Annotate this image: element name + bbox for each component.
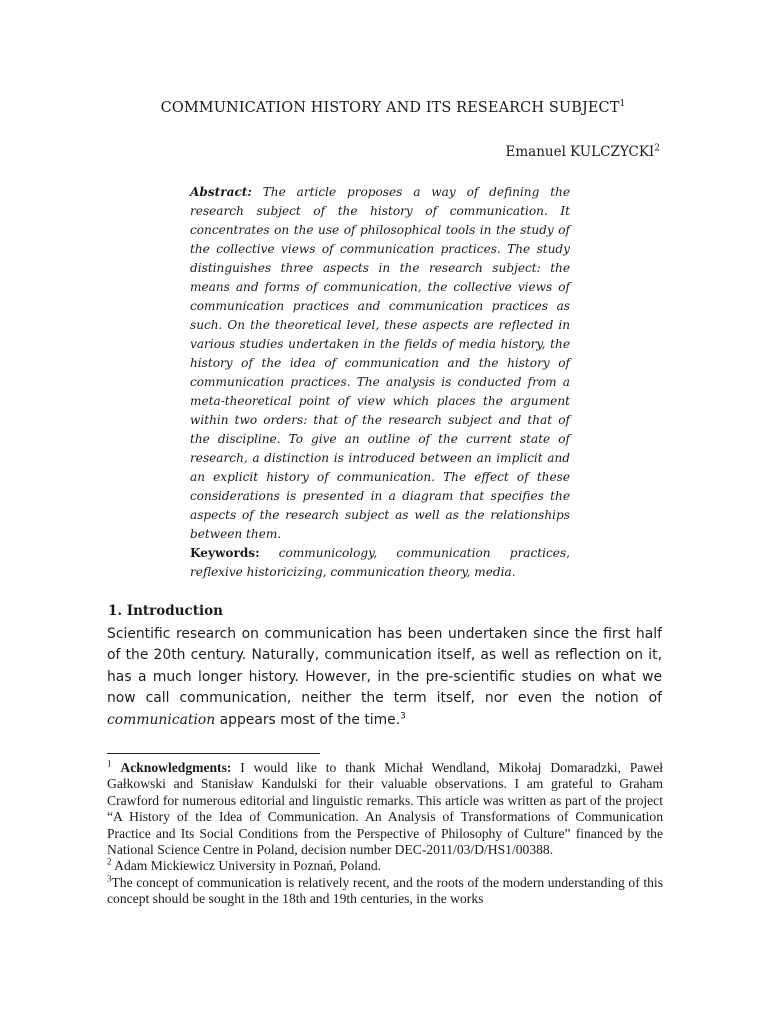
intro-paragraph <box>107 624 662 731</box>
intro-emphasis: communication <box>107 711 216 728</box>
title-footnote-marker[interactable]: 1 <box>619 99 626 110</box>
footnote-3-number: 3 <box>107 873 112 884</box>
keywords-label: Keywords: <box>190 546 260 560</box>
footnote-2 <box>107 858 663 874</box>
footnote-1-number: 1 <box>107 758 112 769</box>
keywords-text: communicology, communication practices, reflexive historicizing, communication theory, media. <box>190 546 570 579</box>
footnote-2-number: 2 <box>107 856 112 867</box>
footnote-separator <box>107 753 320 754</box>
footnote-2-text: Adam Mickiewicz University in Poznań, Poland. <box>111 858 382 874</box>
abstract-paragraph <box>190 183 570 544</box>
footnotes-block <box>107 760 663 908</box>
footnote-3 <box>107 875 663 908</box>
author-footnote-marker[interactable]: 2 <box>654 143 660 154</box>
abstract-label: Abstract: <box>190 185 252 199</box>
author-name <box>505 144 660 160</box>
section-heading: 1. Introduction <box>108 603 223 619</box>
intro-text-before: Scientific research on communication has been undertaken since the first half of the 20th century. Naturally, communication itself, as well as reflection on it, has a much longer history. However, in the pre-scientific studies on what we now call communication, neither the term itself, nor even the notion of <box>107 626 662 707</box>
footnote-1-text: I would like to thank Michał Wendland, Mikołaj Domaradzki, Paweł Gałkowski and Stanisław Kandulski for their valuable observations. I am grateful to Graham Crawford for numerous editorial and linguistic remarks. This article was written as part of the project “A History of the Idea of Communication. An Analysis of Transformations of Communication Practice and Its Social Conditions from the Perspective of Philosophy of Culture” financed by the National Science Centre in Poland, decision number DEC-2011/03/D/HS1/00388. <box>107 760 663 858</box>
footnote-1-label: Acknowledgments: <box>120 760 232 775</box>
footnote-3-text: The concept of communication is relatively recent, and the roots of the modern understanding of this concept should be sought in the 18th and 19th centuries, in the works <box>107 874 663 907</box>
abstract-text: The article proposes a way of defining the research subject of the history of communication. It concentrates on the use of philosophical tools in the study of the collective views of communication practices. The study distinguishes three aspects in the research subject: the means and forms of communication, the collective views of communication practices and communication practices as such. On the theoretical level, these aspects are reflected in various studies undertaken in the fields of media history, the history of the idea of communication and the history of communication practices. The analysis is conducted from a meta-theoretical point of view which places the argument within two orders: that of the research subject and that of the discipline. To give an outline of the current state of research, a distinction is introduced between an implicit and an explicit history of communication. The effect of these considerations is presented in a diagram that specifies the aspects of the research subject as well as the relationships between them. <box>190 185 570 541</box>
paper-title <box>0 100 768 116</box>
intro-footnote-marker[interactable]: 3 <box>400 711 406 721</box>
paper-title-text: COMMUNICATION HISTORY AND ITS RESEARCH SUBJECT <box>160 100 620 116</box>
intro-text-after: appears most of the time. <box>215 711 401 728</box>
abstract-block <box>190 183 570 582</box>
keywords-paragraph <box>190 544 570 582</box>
footnote-1 <box>107 760 663 858</box>
author-name-text: Emanuel KULCZYCKI <box>505 144 655 160</box>
